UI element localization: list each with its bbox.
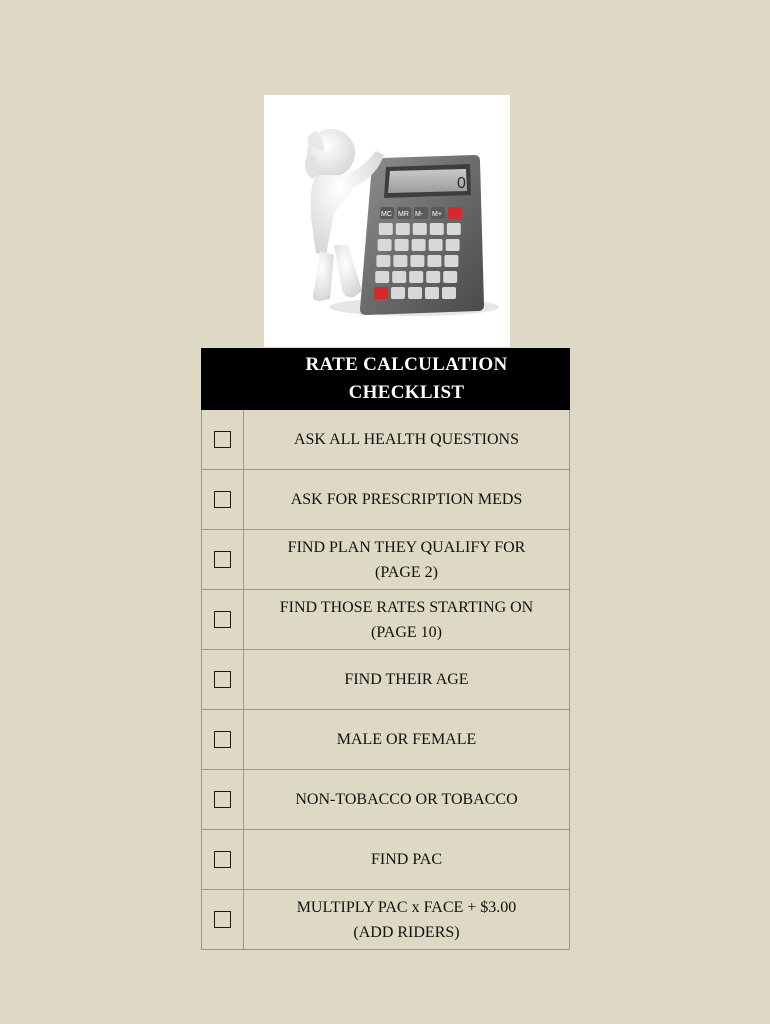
- checkbox[interactable]: [214, 671, 231, 688]
- calculator-key: [378, 239, 392, 251]
- checklist-item-label: MULTIPLY PAC x FACE + $3.00 (ADD RIDERS): [296, 898, 517, 941]
- calculator-key: [376, 255, 390, 267]
- checklist-row: [201, 530, 570, 590]
- checklist-item-label: FIND PLAN THEY QUALIFY FOR (PAGE 2): [287, 538, 526, 581]
- calculator-key: [391, 287, 405, 299]
- calculator-key-label: MR: [398, 211, 409, 218]
- checkbox[interactable]: [214, 731, 231, 748]
- checklist-row: [201, 470, 570, 530]
- calculator-key-label: M-: [415, 211, 424, 218]
- checkbox[interactable]: [214, 911, 231, 928]
- checklist-row: [201, 710, 570, 770]
- calculator-key: [430, 223, 444, 235]
- checklist-item-label: ASK ALL HEALTH QUESTIONS: [293, 431, 520, 448]
- checkbox[interactable]: [214, 551, 231, 568]
- calculator-key: [425, 287, 439, 299]
- calculator-key: [444, 255, 458, 267]
- checklist-title-line1: RATE CALCULATION: [305, 354, 508, 375]
- calculator-key: [427, 255, 441, 267]
- checklist-title: [201, 348, 570, 410]
- checkbox[interactable]: [214, 791, 231, 808]
- calculator-key: [375, 271, 389, 283]
- calculator-key: [448, 207, 462, 219]
- calculator-key: [447, 223, 461, 235]
- checklist-row: [201, 770, 570, 830]
- checkbox[interactable]: [214, 611, 231, 628]
- calculator-key-label: MC: [381, 211, 392, 218]
- checklist-title-line2: CHECKLIST: [348, 382, 465, 403]
- checkbox[interactable]: [214, 491, 231, 508]
- checklist-row: [201, 890, 570, 950]
- checklist-item-label: NON-TOBACCO OR TOBACCO: [295, 791, 518, 808]
- checklist-item-label: FIND PAC: [371, 851, 442, 868]
- person-with-calculator-image: [264, 95, 510, 347]
- calculator-key: [379, 223, 393, 235]
- checkbox[interactable]: [214, 431, 231, 448]
- calculator-key: [426, 271, 440, 283]
- calculator-key: [374, 287, 388, 299]
- checklist-row: [201, 590, 570, 650]
- calculator-key: [393, 255, 407, 267]
- checklist-item-label: FIND THOSE RATES STARTING ON (PAGE 10): [279, 598, 534, 641]
- checklist-item-label: ASK FOR PRESCRIPTION MEDS: [290, 491, 523, 508]
- checklist-row: [201, 830, 570, 890]
- calculator-key: [413, 223, 427, 235]
- calculator-key: [408, 287, 422, 299]
- calculator-key: [392, 271, 406, 283]
- calculator-key: [396, 223, 410, 235]
- checklist-row: [201, 410, 570, 470]
- checklist-item-label: MALE OR FEMALE: [336, 731, 477, 748]
- checklist-row: [201, 650, 570, 710]
- calculator-illustration: [264, 95, 510, 347]
- calculator-display: 0: [457, 175, 466, 192]
- checklist-item-label: FIND THEIR AGE: [344, 671, 469, 688]
- calculator-key: [443, 271, 457, 283]
- calculator-key: [442, 287, 456, 299]
- calculator-key: [409, 271, 423, 283]
- calculator-key: [410, 255, 424, 267]
- calculator-key: [395, 239, 409, 251]
- calculator-key: [429, 239, 443, 251]
- calculator-key: [412, 239, 426, 251]
- rate-calculation-checklist: [201, 348, 570, 950]
- calculator-key-label: M+: [432, 211, 442, 218]
- calculator-key: [446, 239, 460, 251]
- checkbox[interactable]: [214, 851, 231, 868]
